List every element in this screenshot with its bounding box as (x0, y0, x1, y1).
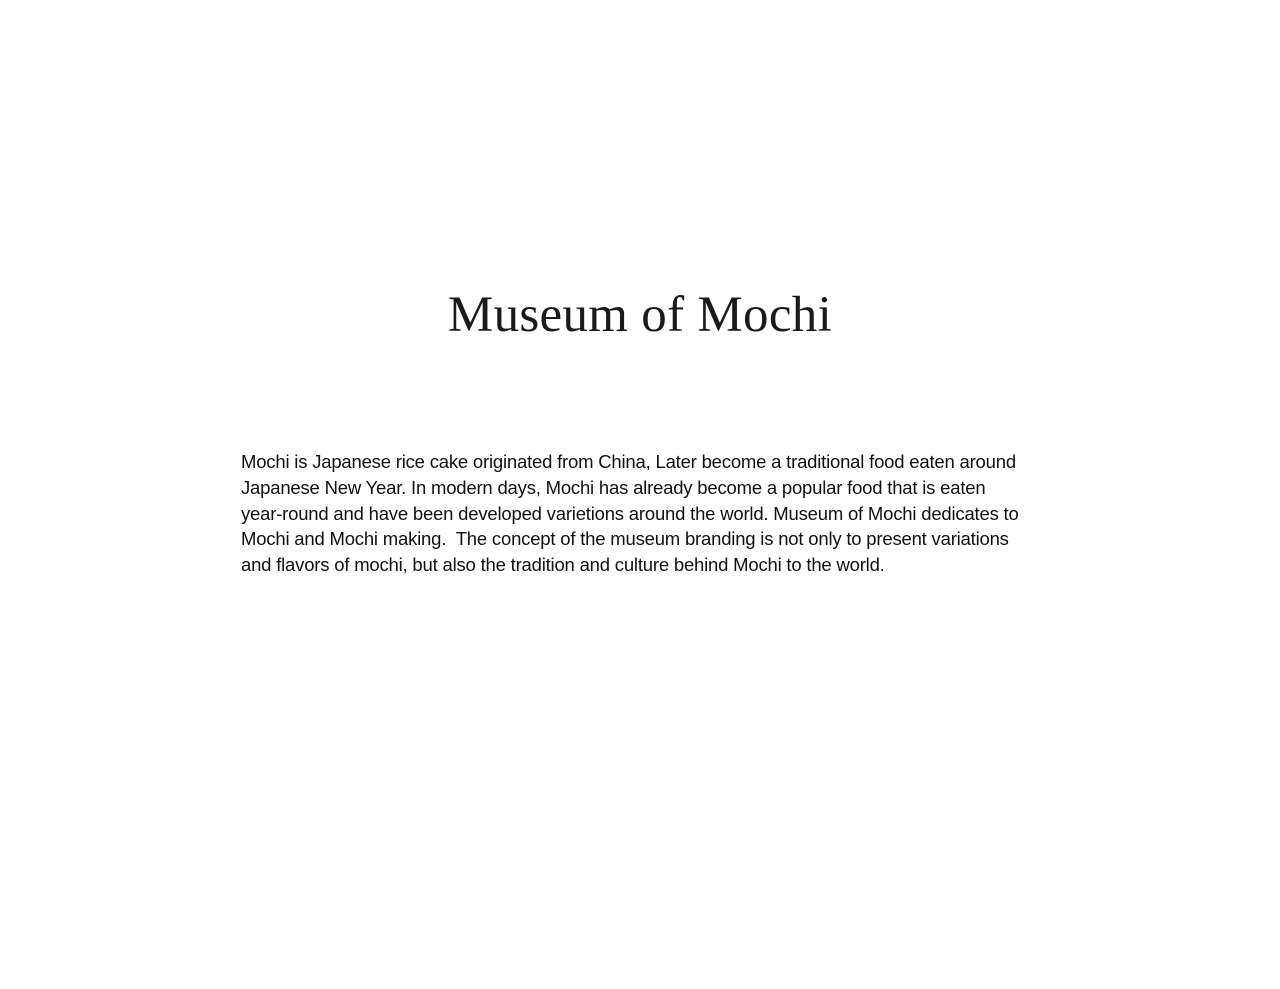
page-title: Museum of Mochi (447, 287, 833, 343)
paragraph-line: year-round and have been developed varietions around the world. Museum of Mochi dedicates to (241, 502, 1019, 524)
paragraph-line: and flavors of mochi, but also the tradition and culture behind Mochi to the world. (241, 554, 885, 576)
paragraph-line: Mochi is Japanese rice cake originated from China, Later become a traditional food eaten around (241, 451, 1016, 472)
paragraph-line: Japanese New Year. In modern days, Mochi has already become a popular food that is eaten (241, 476, 986, 498)
paragraph-line: Mochi and Mochi making. The concept of the museum branding is not only to present variations (241, 528, 1009, 550)
description-paragraph (241, 449, 1041, 578)
